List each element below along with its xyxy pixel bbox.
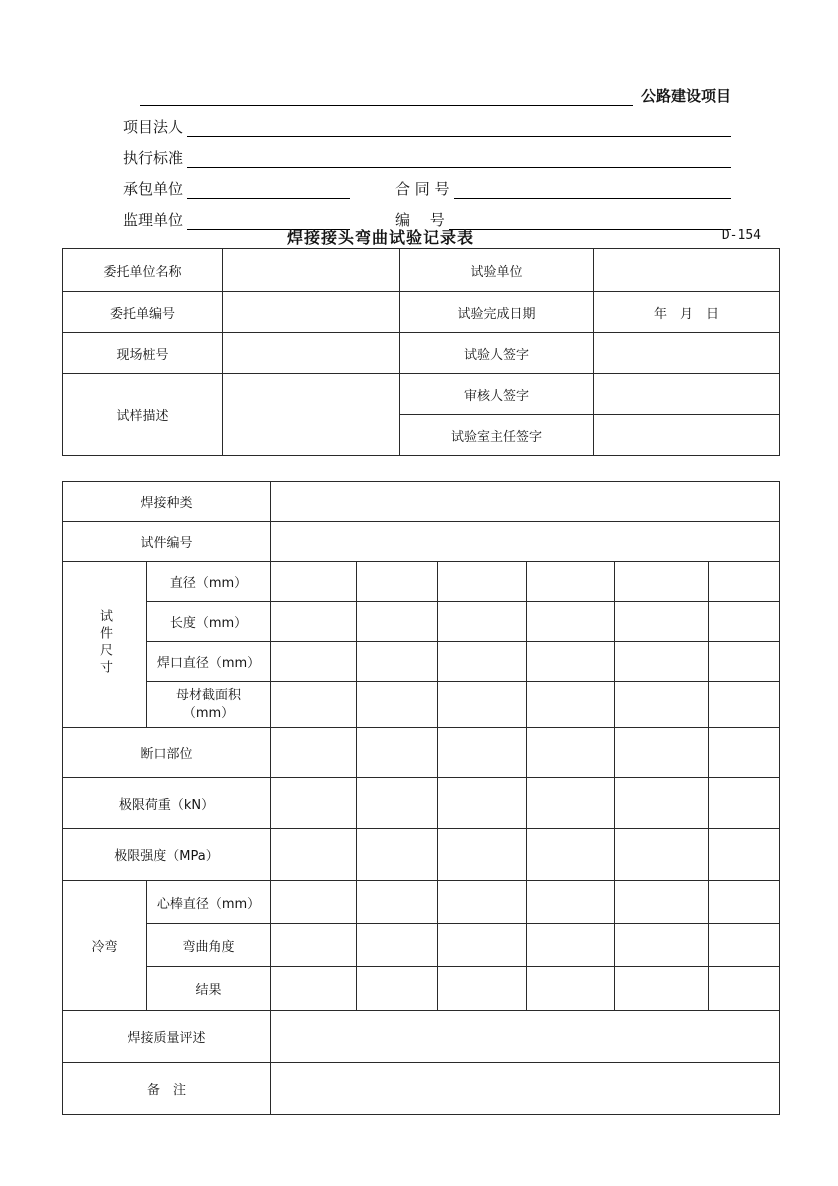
mandrel-diameter-label: 心棒直径（mm） xyxy=(147,881,271,924)
data-cell[interactable] xyxy=(709,682,780,728)
table-row xyxy=(63,829,780,881)
specimen-size-label xyxy=(63,562,147,728)
quality-review-value-cell[interactable] xyxy=(271,1011,780,1063)
table-row xyxy=(63,249,780,292)
page-title: 焊接接头弯曲试验记录表 xyxy=(287,228,475,247)
data-cell[interactable] xyxy=(615,562,709,602)
data-cell[interactable] xyxy=(615,829,709,881)
table-row xyxy=(63,374,780,415)
table-row xyxy=(63,642,780,682)
data-cell[interactable] xyxy=(709,562,780,602)
data-cell[interactable] xyxy=(527,829,615,881)
specimen-no-value-cell[interactable] xyxy=(271,522,780,562)
ultimate-strength-label: 极限强度（MPa） xyxy=(63,829,271,881)
weld-type-value-cell[interactable] xyxy=(271,482,780,522)
data-cell[interactable] xyxy=(527,924,615,967)
data-cell[interactable] xyxy=(527,562,615,602)
cold-bend-label: 冷弯 xyxy=(63,881,147,1011)
data-cell[interactable] xyxy=(615,682,709,728)
sample-desc-value-cell[interactable] xyxy=(223,374,400,456)
station-no-value-cell[interactable] xyxy=(223,333,400,374)
data-cell[interactable] xyxy=(271,778,357,829)
data-cell[interactable] xyxy=(357,562,438,602)
data-cell[interactable] xyxy=(438,881,527,924)
data-cell[interactable] xyxy=(709,778,780,829)
data-cell[interactable] xyxy=(615,924,709,967)
execution-standard-label: 执行标准 xyxy=(123,149,184,167)
completion-date-value-cell[interactable]: 年 月 日 xyxy=(594,292,780,333)
table-row xyxy=(63,292,780,333)
completion-date-label: 试验完成日期 xyxy=(400,292,594,333)
data-cell[interactable] xyxy=(438,562,527,602)
form-code: D-154 xyxy=(721,228,761,243)
table-row xyxy=(63,522,780,562)
data-cell[interactable] xyxy=(527,642,615,682)
data-cell[interactable] xyxy=(271,967,357,1011)
data-cell[interactable] xyxy=(615,967,709,1011)
data-cell[interactable] xyxy=(527,778,615,829)
contract-no-line[interactable] xyxy=(454,179,731,199)
data-cell[interactable] xyxy=(271,728,357,778)
serial-no-label: 编 号 xyxy=(395,211,445,229)
bend-angle-label: 弯曲角度 xyxy=(147,924,271,967)
table-row xyxy=(63,1063,780,1115)
ultimate-load-label: 极限荷重（kN） xyxy=(63,778,271,829)
data-cell[interactable] xyxy=(527,728,615,778)
entrust-no-value-cell[interactable] xyxy=(223,292,400,333)
tester-sign-value-cell[interactable] xyxy=(594,333,780,374)
project-legal-person-row xyxy=(123,106,731,137)
remarks-value-cell[interactable] xyxy=(271,1063,780,1115)
data-cell[interactable] xyxy=(438,829,527,881)
data-cell[interactable] xyxy=(438,778,527,829)
data-cell[interactable] xyxy=(709,642,780,682)
data-cell[interactable] xyxy=(357,778,438,829)
data-cell[interactable] xyxy=(615,728,709,778)
data-cell[interactable] xyxy=(527,967,615,1011)
size-weld-diameter-label: 焊口直径（mm） xyxy=(147,642,271,682)
table-row xyxy=(63,482,780,522)
project-legal-person-line[interactable] xyxy=(187,117,731,137)
entrust-unit-value-cell[interactable] xyxy=(223,249,400,292)
data-cell[interactable] xyxy=(615,881,709,924)
data-cell[interactable] xyxy=(438,642,527,682)
info-table xyxy=(62,248,780,456)
execution-standard-line[interactable] xyxy=(187,148,731,168)
data-cell[interactable] xyxy=(709,829,780,881)
size-length-label: 长度（mm） xyxy=(147,602,271,642)
size-diameter-label: 直径（mm） xyxy=(147,562,271,602)
table-row xyxy=(63,967,780,1011)
data-cell[interactable] xyxy=(271,829,357,881)
contractor-unit-label: 承包单位 xyxy=(123,180,184,198)
sample-desc-label: 试样描述 xyxy=(63,374,223,456)
weld-type-label: 焊接种类 xyxy=(63,482,271,522)
table-row xyxy=(63,333,780,374)
reviewer-sign-label: 审核人签字 xyxy=(400,374,594,415)
entrust-no-label: 委托单编号 xyxy=(63,292,223,333)
specimen-no-label: 试件编号 xyxy=(63,522,271,562)
execution-standard-row xyxy=(123,137,731,168)
quality-review-label: 焊接质量评述 xyxy=(63,1011,271,1063)
data-cell[interactable] xyxy=(271,682,357,728)
project-type-label: 公路建设项目 xyxy=(640,87,731,105)
table-row xyxy=(63,602,780,642)
reviewer-sign-value-cell[interactable] xyxy=(594,374,780,415)
data-cell[interactable] xyxy=(357,829,438,881)
lab-director-sign-label: 试验室主任签字 xyxy=(400,415,594,456)
supervision-unit-label: 监理单位 xyxy=(123,211,184,229)
data-cell[interactable] xyxy=(357,881,438,924)
table-row xyxy=(63,924,780,967)
data-cell[interactable] xyxy=(271,881,357,924)
table-row xyxy=(63,562,780,602)
project-legal-person-label: 项目法人 xyxy=(123,118,184,136)
table-row xyxy=(63,1011,780,1063)
data-cell[interactable] xyxy=(438,602,527,642)
data-cell[interactable] xyxy=(615,642,709,682)
data-cell[interactable] xyxy=(709,602,780,642)
data-cell[interactable] xyxy=(709,967,780,1011)
project-name-line[interactable] xyxy=(140,86,633,106)
table-row xyxy=(63,682,780,728)
data-cell[interactable] xyxy=(527,881,615,924)
bend-result-label: 结果 xyxy=(147,967,271,1011)
data-cell[interactable] xyxy=(527,602,615,642)
data-cell[interactable] xyxy=(271,602,357,642)
size-base-area-label: 母材截面积（mm） xyxy=(147,682,271,728)
data-cell[interactable] xyxy=(438,924,527,967)
data-cell[interactable] xyxy=(357,682,438,728)
contractor-row xyxy=(123,168,731,199)
data-cell[interactable] xyxy=(357,728,438,778)
lab-director-sign-value-cell[interactable] xyxy=(594,415,780,456)
fracture-location-label: 断口部位 xyxy=(63,728,271,778)
data-cell[interactable] xyxy=(527,682,615,728)
data-cell[interactable] xyxy=(438,967,527,1011)
title-row xyxy=(62,225,779,247)
data-cell[interactable] xyxy=(709,881,780,924)
station-no-label: 现场桩号 xyxy=(63,333,223,374)
test-unit-value-cell[interactable] xyxy=(594,249,780,292)
entrust-unit-label: 委托单位名称 xyxy=(63,249,223,292)
contract-no-label: 合 同 号 xyxy=(395,180,450,198)
data-cell[interactable] xyxy=(271,924,357,967)
data-cell[interactable] xyxy=(615,778,709,829)
data-cell[interactable] xyxy=(357,602,438,642)
data-cell[interactable] xyxy=(615,602,709,642)
remarks-label: 备 注 xyxy=(63,1063,271,1115)
data-cell[interactable] xyxy=(357,642,438,682)
data-cell[interactable] xyxy=(357,924,438,967)
contractor-unit-line[interactable] xyxy=(187,179,350,199)
data-cell[interactable] xyxy=(438,682,527,728)
data-cell[interactable] xyxy=(709,924,780,967)
data-cell[interactable] xyxy=(271,562,357,602)
table-row xyxy=(63,778,780,829)
test-record-table xyxy=(62,481,780,1115)
table-row xyxy=(63,881,780,924)
data-cell[interactable] xyxy=(709,728,780,778)
data-cell[interactable] xyxy=(438,728,527,778)
project-name-row xyxy=(123,84,731,106)
data-cell[interactable] xyxy=(357,967,438,1011)
test-unit-label: 试验单位 xyxy=(400,249,594,292)
tester-sign-label: 试验人签字 xyxy=(400,333,594,374)
data-cell[interactable] xyxy=(271,642,357,682)
table-row xyxy=(63,728,780,778)
specimen-size-label-text: 试件尺寸 xyxy=(97,608,112,677)
header-section xyxy=(123,84,731,230)
